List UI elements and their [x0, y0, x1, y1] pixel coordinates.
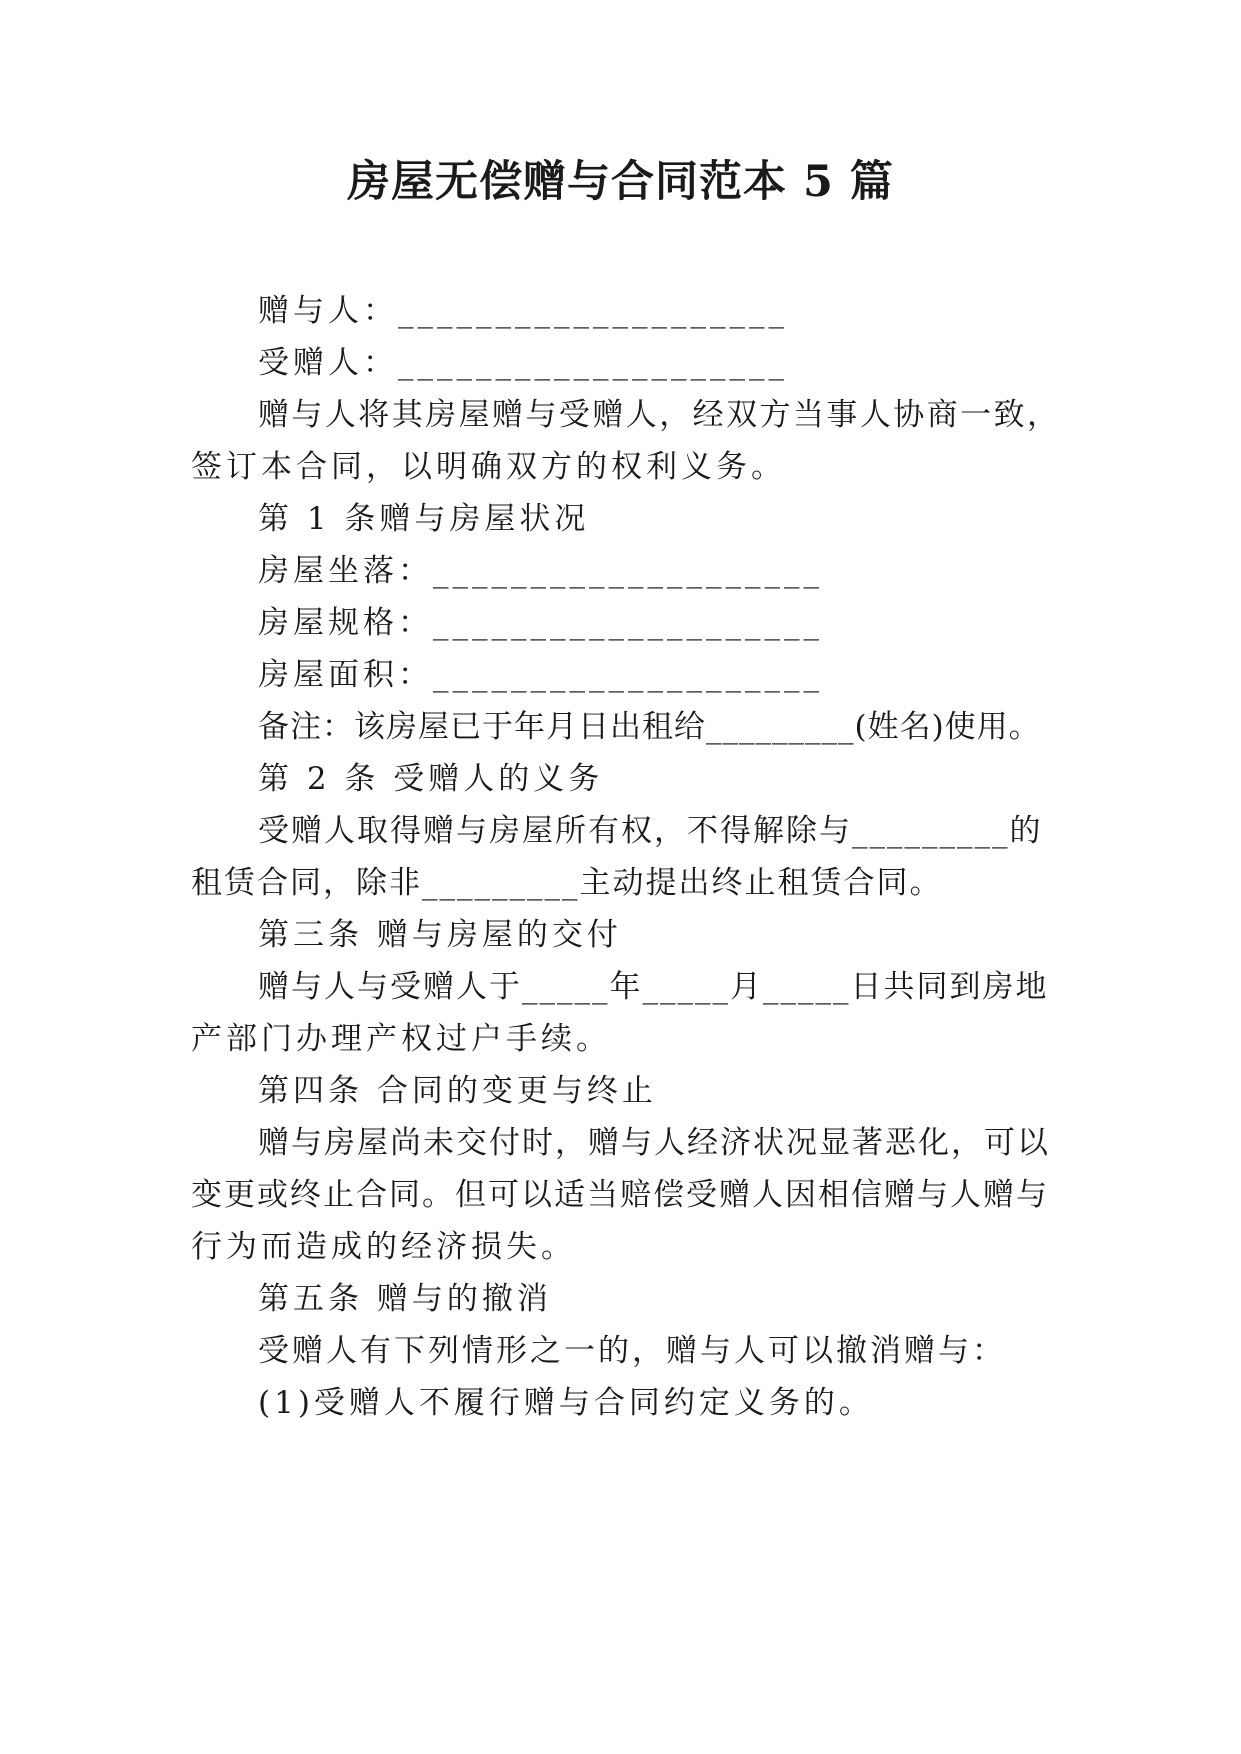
- article-2-line-2: 租赁合同，除非_________主动提出终止租赁合同。: [191, 865, 943, 901]
- house-spec-field: 房屋规格：____________________: [258, 605, 823, 641]
- article-3-line-1: 赠与人与受赠人于_____年_____月_____日共同到房地: [258, 969, 1049, 1005]
- donee-field: 受赠人：____________________: [258, 345, 788, 381]
- donor-field: 赠与人：____________________: [258, 293, 788, 329]
- article-4-line-2: 变更或终止合同。但可以适当赔偿受赠人因相信赠与人赠与: [191, 1177, 1049, 1213]
- article-3-line-2: 产部门办理产权过户手续。: [191, 1021, 611, 1057]
- article-4-line-1: 赠与房屋尚未交付时，赠与人经济状况显著恶化，可以: [258, 1125, 1050, 1161]
- article-2-line-1: 受赠人取得赠与房屋所有权，不得解除与_________的: [258, 813, 1043, 849]
- preamble-line-2: 签订本合同，以明确双方的权利义务。: [191, 449, 786, 485]
- article-2-heading: 第 2 条 受赠人的义务: [258, 761, 604, 797]
- article-4-heading: 第四条 合同的变更与终止: [258, 1073, 657, 1109]
- article-4-line-3: 行为而造成的经济损失。: [191, 1229, 576, 1265]
- remark-line: 备注：该房屋已于年月日出租给_________(姓名)使用。: [258, 709, 1041, 745]
- article-5-item-1: (1)受赠人不履行赠与合同约定义务的。: [258, 1385, 874, 1421]
- article-3-heading: 第三条 赠与房屋的交付: [258, 917, 622, 953]
- article-1-heading: 第 1 条赠与房屋状况: [258, 501, 590, 537]
- house-area-field: 房屋面积：____________________: [258, 657, 823, 693]
- article-5-heading: 第五条 赠与的撤消: [258, 1281, 552, 1317]
- house-location-field: 房屋坐落：____________________: [258, 553, 823, 589]
- document-title: 房屋无偿赠与合同范本 5 篇: [347, 157, 894, 207]
- article-5-line-1: 受赠人有下列情形之一的，赠与人可以撤消赠与：: [258, 1333, 1006, 1369]
- preamble-line-1: 赠与人将其房屋赠与受赠人，经双方当事人协商一致，: [258, 397, 1058, 433]
